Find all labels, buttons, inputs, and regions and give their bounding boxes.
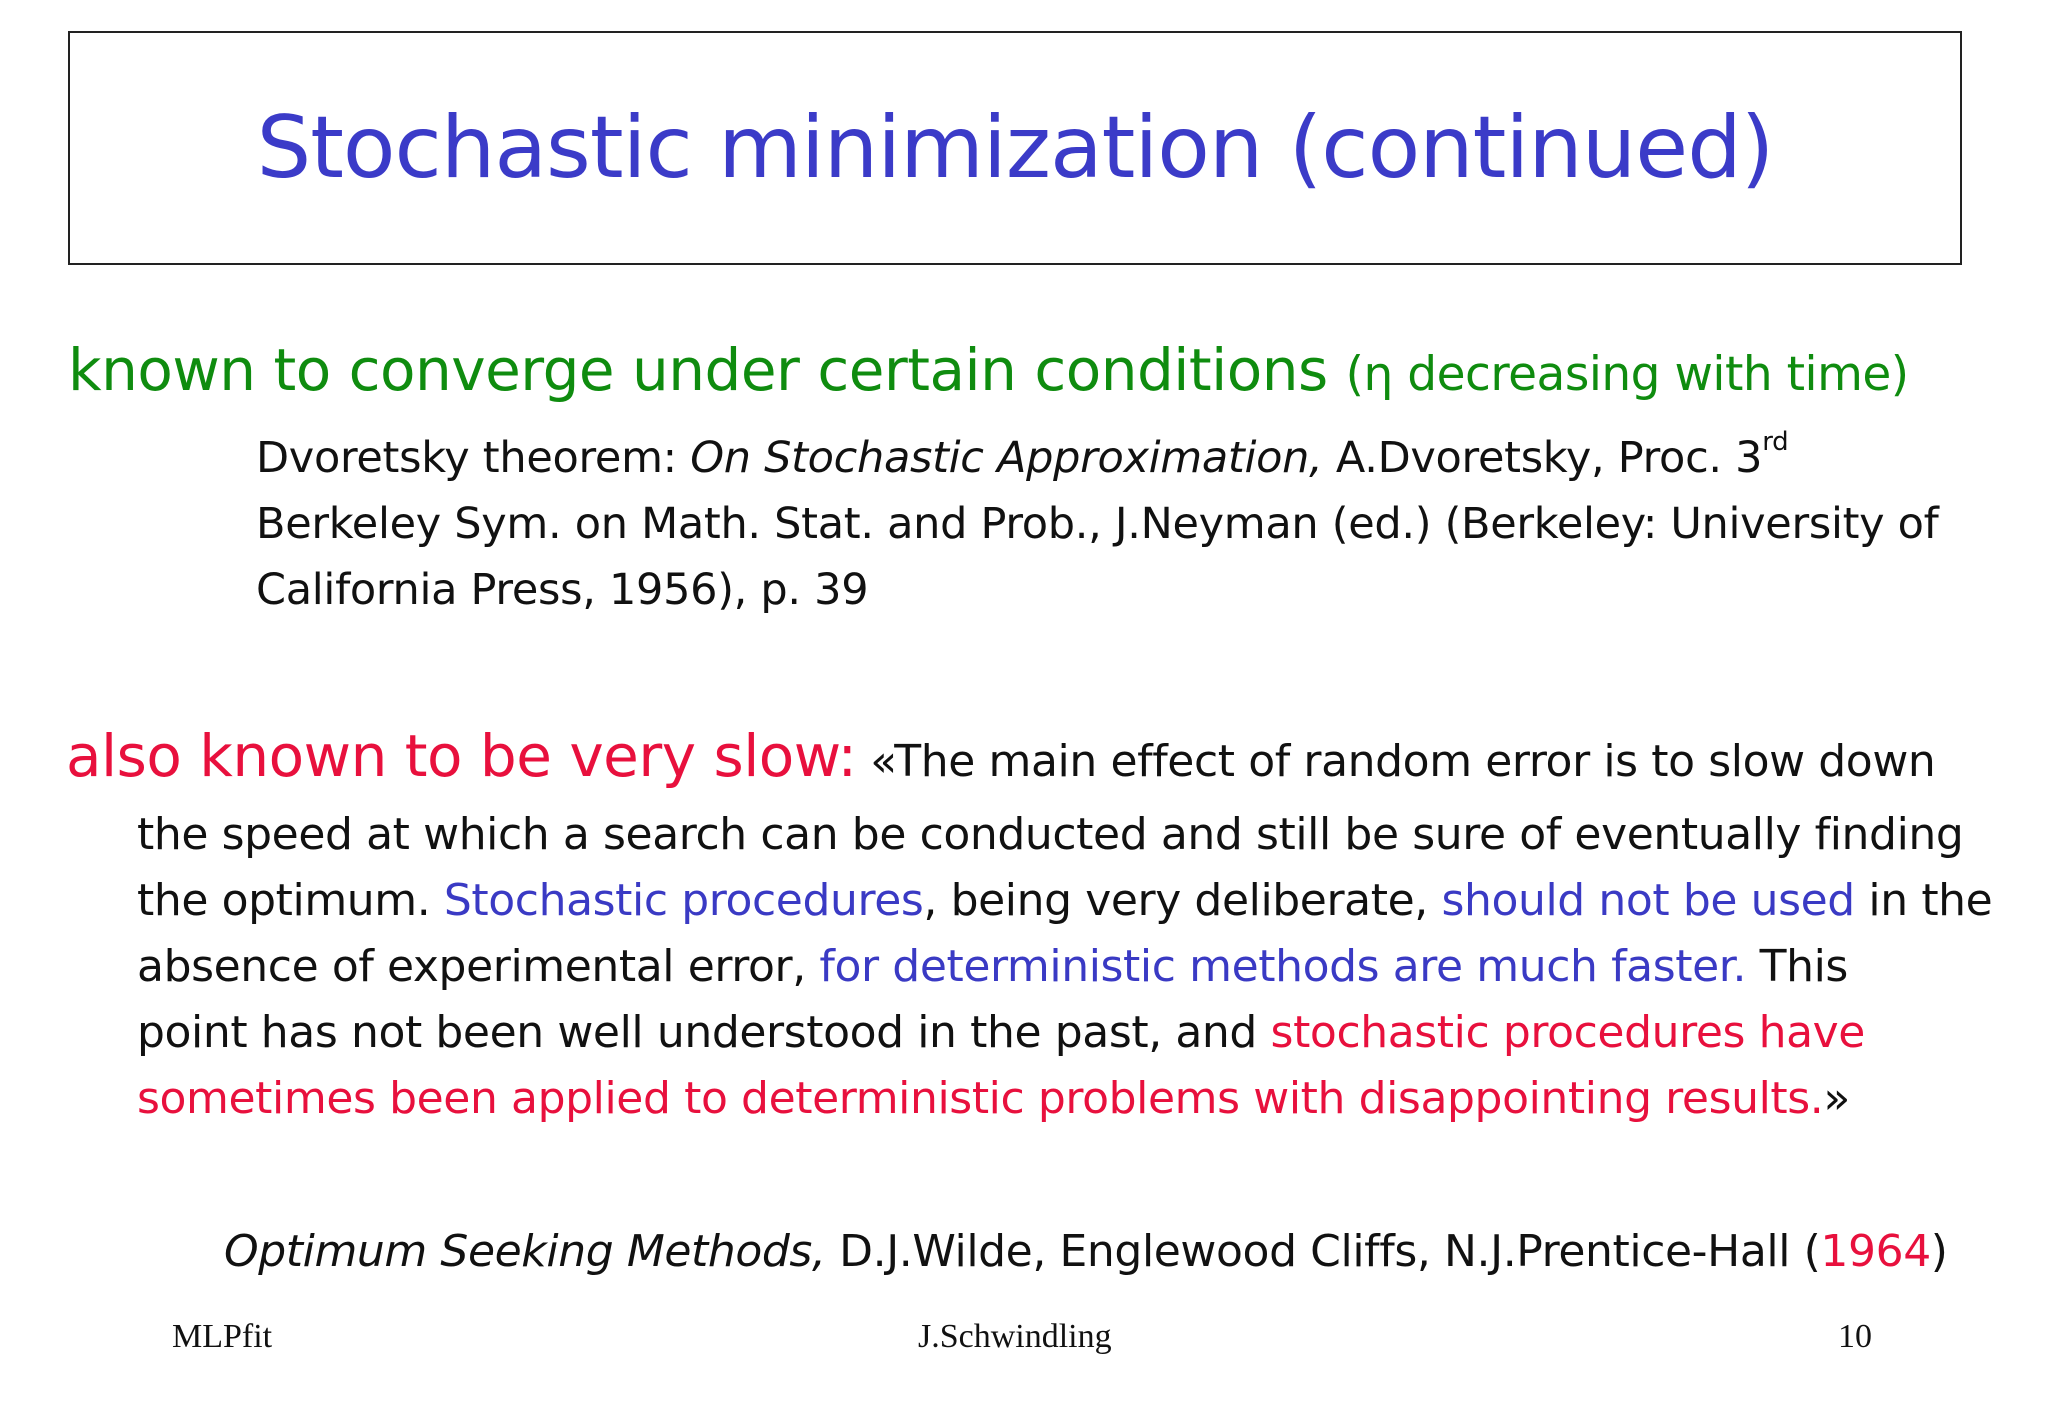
quote-line-5-b: stochastic procedures have (1270, 1007, 1865, 1058)
quote-line-3-e: in the (1854, 875, 1993, 926)
slide-title: Stochastic minimization (continued) (256, 98, 1774, 198)
quote-line-5-a: point has not been well understood in the past, and (137, 1007, 1271, 1058)
reference-line-2: Berkeley Sym. on Math. Stat. and Prob., J.Neyman (ed.) (Berkeley: University of (256, 499, 1939, 549)
quote-line-3 (137, 875, 1992, 926)
quote-line-1: «The main effect of random error is to slow down (856, 736, 1936, 787)
citation (224, 1226, 1948, 1277)
quote-close-mark: » (1823, 1073, 1850, 1124)
reference-title: On Stochastic Approximation, (690, 433, 1323, 483)
reference-line-1 (256, 427, 1789, 483)
quote-line-5 (137, 1007, 1865, 1058)
quote-line-6 (137, 1073, 1850, 1124)
quote-should-not-be-used: should not be used (1441, 875, 1855, 926)
quote-line-4-a: absence of experimental error, (137, 941, 820, 992)
quote-line-3-a: the optimum. (137, 875, 444, 926)
point2-heading: also known to be very slow: (66, 722, 857, 790)
reference-line1-rest: A.Dvoretsky, Proc. 3 (1322, 433, 1763, 483)
footer-left: MLPfit (172, 1318, 273, 1355)
footer-page-number: 10 (1838, 1318, 1872, 1355)
point1-note: (η decreasing with time) (1345, 347, 1909, 402)
reference-sup: rd (1762, 427, 1789, 457)
quote-stochastic-procedures: Stochastic procedures (443, 875, 924, 926)
quote-line-3-c: , being very deliberate, (923, 875, 1442, 926)
reference-prefix: Dvoretsky theorem: (256, 433, 691, 483)
point1-heading-line (68, 336, 1909, 404)
citation-year: 1964 (1820, 1226, 1931, 1277)
point2-line-1 (66, 722, 1935, 790)
quote-line-2: the speed at which a search can be conducted and still be sure of eventually finding (137, 809, 1964, 860)
quote-deterministic-faster: for deterministic methods are much faster. (819, 941, 1747, 992)
citation-rest: D.J.Wilde, Englewood Cliffs, N.J.Prentice-Hall ( (825, 1226, 1821, 1277)
reference-line-3: California Press, 1956), p. 39 (256, 565, 869, 615)
quote-line-6-a: sometimes been applied to deterministic problems with disappointing results. (137, 1073, 1824, 1124)
footer-center: J.Schwindling (918, 1318, 1112, 1355)
citation-close: ) (1930, 1226, 1948, 1277)
citation-title: Optimum Seeking Methods, (224, 1226, 826, 1277)
quote-line-4 (137, 941, 1848, 992)
quote-line-4-c: This (1746, 941, 1848, 992)
point1-heading: known to converge under certain conditions (68, 336, 1328, 404)
title-box (68, 31, 1962, 265)
